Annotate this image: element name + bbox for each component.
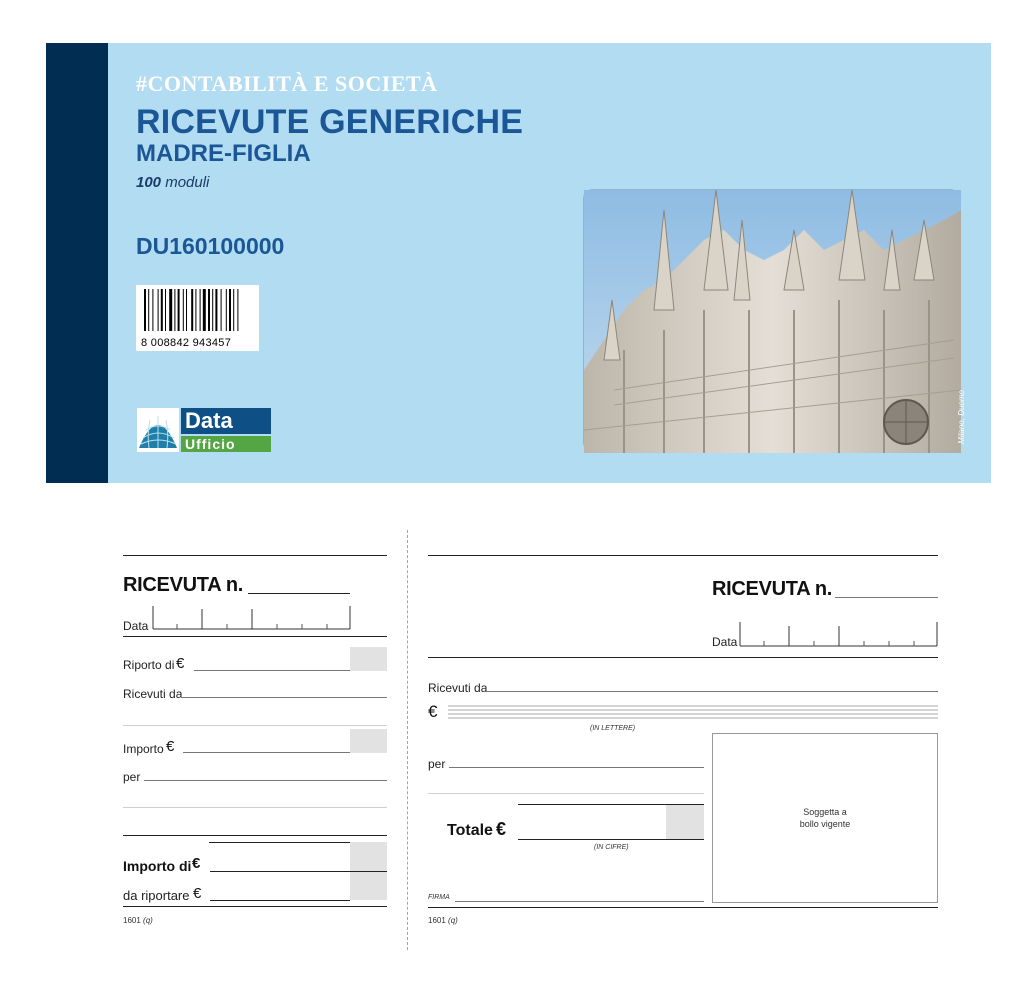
stub-form-code-suffix: (q) [143, 916, 153, 925]
stub-for-label: per [123, 770, 141, 784]
receipt-top-rule [428, 555, 938, 556]
logo-ufficio-text: Ufficio [181, 436, 271, 452]
globe-icon [137, 408, 179, 452]
euro-icon: € [166, 738, 175, 755]
stub-carry-forward-field[interactable] [194, 670, 350, 671]
stub-total-amount-label: Importo di [123, 858, 192, 874]
receipt-for-line2[interactable] [428, 793, 704, 794]
stub-received-from-line2[interactable] [123, 725, 387, 726]
cover [46, 43, 991, 483]
receipt-bottom-rule [428, 907, 938, 908]
receipt-rule [428, 657, 938, 658]
euro-icon: € [192, 855, 201, 872]
stub-amount-cents[interactable] [350, 729, 387, 753]
cover-title: RICEVUTE GENERICHE [136, 103, 524, 141]
euro-icon: € [428, 702, 438, 721]
receipt-total-field[interactable] [518, 839, 704, 840]
stub-to-carry-field[interactable] [210, 900, 350, 901]
perforation-line [407, 530, 408, 950]
stub-form-code-number: 1601 [123, 916, 141, 925]
stub-date-label: Data [123, 619, 149, 633]
stub-rule [123, 636, 387, 637]
data-ufficio-logo [137, 408, 271, 452]
receipt-for-label: per [428, 757, 446, 771]
revenue-stamp-box [712, 733, 938, 903]
stub-bottom-rule [123, 906, 387, 907]
signature-label: FIRMA [428, 894, 450, 901]
stub-receipt-number-field[interactable] [248, 593, 350, 594]
stub-for-field[interactable] [144, 780, 387, 781]
receipt-form-code-number: 1601 [428, 916, 446, 925]
cathedral-photo [583, 189, 966, 452]
stub-rule [123, 835, 387, 836]
euro-icon: € [496, 819, 507, 839]
stub-amount-field[interactable] [183, 752, 350, 753]
stub-carry-forward-cents[interactable] [350, 647, 387, 671]
euro-icon: € [176, 655, 185, 672]
receipt-total-cents[interactable] [666, 805, 704, 839]
euro-icon: € [193, 885, 202, 902]
stub-received-from-label: Ricevuti da [123, 687, 183, 701]
logo-data-text: Data [181, 408, 271, 434]
receipt-number-field[interactable] [835, 597, 938, 598]
stamp-line-2: bollo vigente [799, 819, 851, 829]
quantity-unit: moduli [165, 174, 210, 191]
stub-receipt-label: RICEVUTA n. [123, 574, 244, 596]
in-figures-label: (IN CIFRE) [594, 844, 629, 851]
stub-top-rule [123, 555, 387, 556]
stub-amount-label: Importo [123, 742, 164, 756]
stub-form-code [123, 916, 153, 925]
receipt-amount-words-field[interactable] [448, 704, 938, 720]
receipt-received-from-label: Ricevuti da [428, 681, 488, 695]
stamp-text [713, 806, 937, 830]
stub-date-field[interactable] [152, 606, 352, 630]
cover-subtitle: MADRE-FIGLIA [136, 140, 311, 167]
cover-quantity [136, 174, 209, 191]
receipt-date-label: Data [712, 635, 738, 649]
stub-total-amount-field[interactable] [210, 871, 387, 872]
stub-to-carry-label: da riportare [123, 888, 190, 903]
signature-field[interactable] [455, 901, 704, 902]
receipt-date-field[interactable] [739, 622, 939, 646]
in-words-label: (IN LETTERE) [590, 725, 636, 732]
receipt-received-from-field[interactable] [485, 691, 938, 692]
duomo-illustration [584, 190, 961, 453]
quantity-number: 100 [136, 174, 162, 191]
stub-carry-forward-label: Riporto di [123, 658, 175, 672]
receipt-form-code-suffix: (q) [448, 916, 458, 925]
receipt-form-code [428, 916, 458, 925]
receipt-total-label: Totale [447, 822, 493, 839]
barcode-bars [136, 285, 259, 335]
stamp-line-1: Soggetta a [803, 807, 847, 817]
photo-caption: Milano, Duomo [957, 390, 966, 444]
barcode [136, 285, 259, 351]
stub-received-from-field[interactable] [181, 697, 387, 698]
stub-for-line2[interactable] [123, 807, 387, 808]
receipt-label: RICEVUTA n. [712, 578, 833, 600]
barcode-digits: 8 008842 943457 [141, 337, 232, 349]
receipt-for-field[interactable] [449, 767, 704, 768]
product-code: DU160100000 [136, 233, 285, 259]
cover-category: #CONTABILITÀ E SOCIETÀ [136, 71, 438, 96]
cover-side-band [46, 43, 108, 483]
